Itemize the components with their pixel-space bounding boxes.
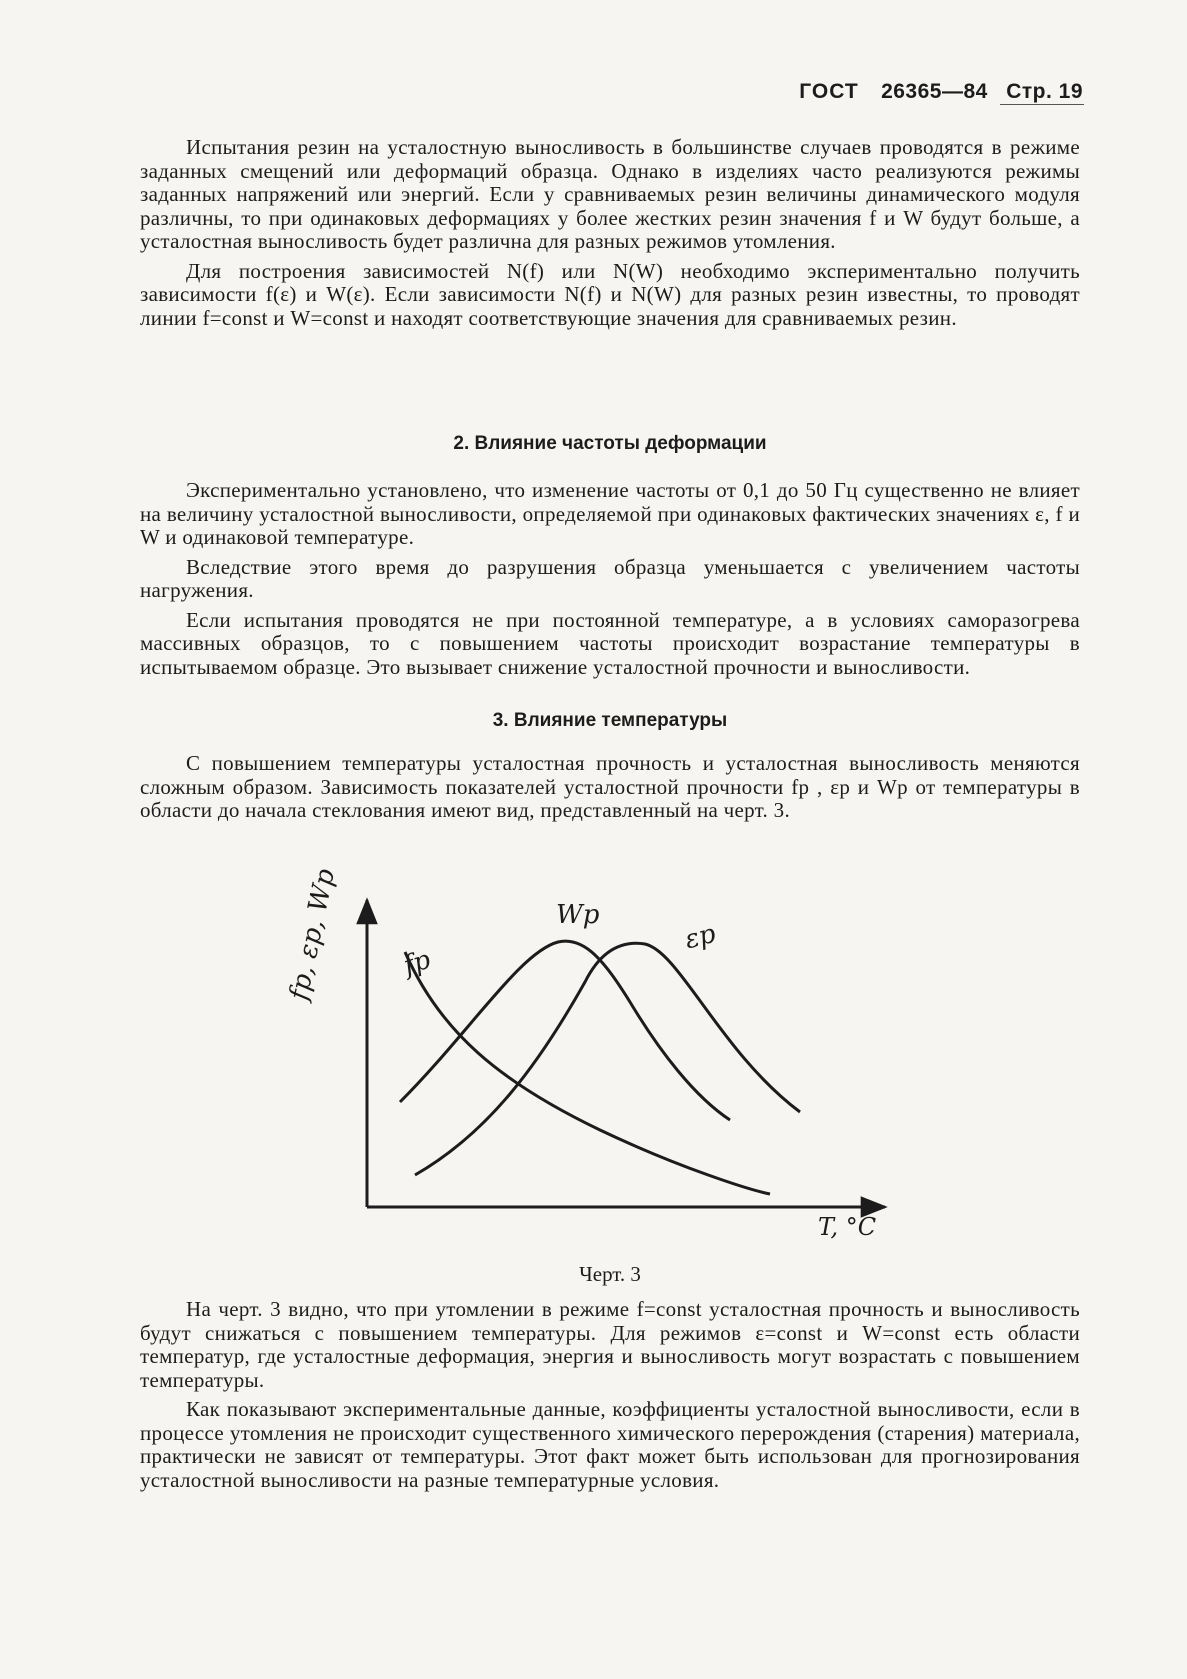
paragraph: Экспериментально установлено, что изменение частоты от 0,1 до 50 Гц существенно не влияет на величину усталостной выносливости, определяемой при одинаковых фактических значениях ε, f и W и одинаковой температуре. — [140, 478, 1080, 549]
standard-number: 26365—84 — [881, 80, 988, 103]
page-number: Стр. 19 — [1006, 80, 1083, 103]
paragraph: Как показывают экспериментальные данные, коэффициенты усталостной выносливости, если в процессе утомления не происходит существенного химического перерождения (старения) материала, практически не зависят от температуры. Этот факт может быть использован для прогнозирования усталостной выносливости на разные температурные условия. — [140, 1397, 1080, 1492]
curve-ep-label: εp — [681, 918, 719, 956]
header-rule — [1000, 104, 1084, 105]
paragraph: Для построения зависимостей N(f) или N(W) необходимо экспериментально получить зависимости f(ε) и W(ε). Если зависимости N(f) и N(W) для разных резин известны, то проводят линии f=const и W=const и находят соответствующие значения для сравниваемых резин. — [140, 258, 1080, 330]
paragraph: С повышением температуры усталостная прочность и усталостная выносливость меняются сложным образом. Зависимость показателей усталостной прочности fp , εp и Wp от температуры в области до начала стеклования имеют вид, представленный на черт. 3. — [140, 751, 1080, 822]
curve-fp-label: fp — [400, 944, 435, 982]
section-title-frequency: 2. Влияние частоты деформации — [453, 433, 767, 454]
text-block-frequency — [140, 479, 1080, 685]
paragraph: На черт. 3 видно, что при утомлении в режиме f=const усталостная прочность и выносливость будут снижаться с повышением температуры. Для режимов ε=const и W=const есть области температур, где усталостные деформация, энергия и выносливость могут возрастать с повышением температуры. — [140, 1297, 1080, 1392]
figure-3 — [284, 866, 890, 1257]
text-block-conclusion — [140, 1298, 1080, 1498]
paragraph: Испытания резин на усталостную выносливость в большинстве случаев проводятся в режиме заданных смещений или деформаций образца. Однако в изделиях часто реализуются режимы заданных напряжений или энергий. Если у сравниваемых резин величины динамического модуля различны, то при одинаковых деформациях у более жестких резин значения f и W будут больше, а усталостная выносливость будет различна для разных режимов утомления. — [140, 135, 1080, 253]
standard-name: ГОСТ — [799, 80, 859, 103]
text-block-intro — [140, 136, 1080, 336]
text-block-temperature — [140, 752, 1080, 829]
curve-ep — [415, 943, 800, 1175]
curve-wp — [400, 941, 730, 1120]
section-title-temperature: 3. Влияние температуры — [492, 710, 728, 731]
paragraph: Если испытания проводятся не при постоянной температуре, а в условиях саморазогрева массивных образцов, то с повышением частоты происходит возрастание температуры в испытываемом образце. Это вызывает снижение усталостной прочности и выносливости. — [140, 607, 1080, 679]
y-axis-label: fp, εp, Wp — [284, 866, 342, 1003]
x-axis-label: T, °C — [818, 1213, 877, 1241]
page-header — [799, 80, 1083, 104]
paragraph: Вследствие этого время до разрушения образца уменьшается с увеличением частоты нагружения. — [140, 554, 1080, 602]
figure-drawing — [300, 892, 890, 1257]
curve-fp — [405, 952, 770, 1194]
figure-caption: Черт. 3 — [579, 1262, 641, 1286]
curve-wp-label: Wp — [556, 900, 600, 930]
